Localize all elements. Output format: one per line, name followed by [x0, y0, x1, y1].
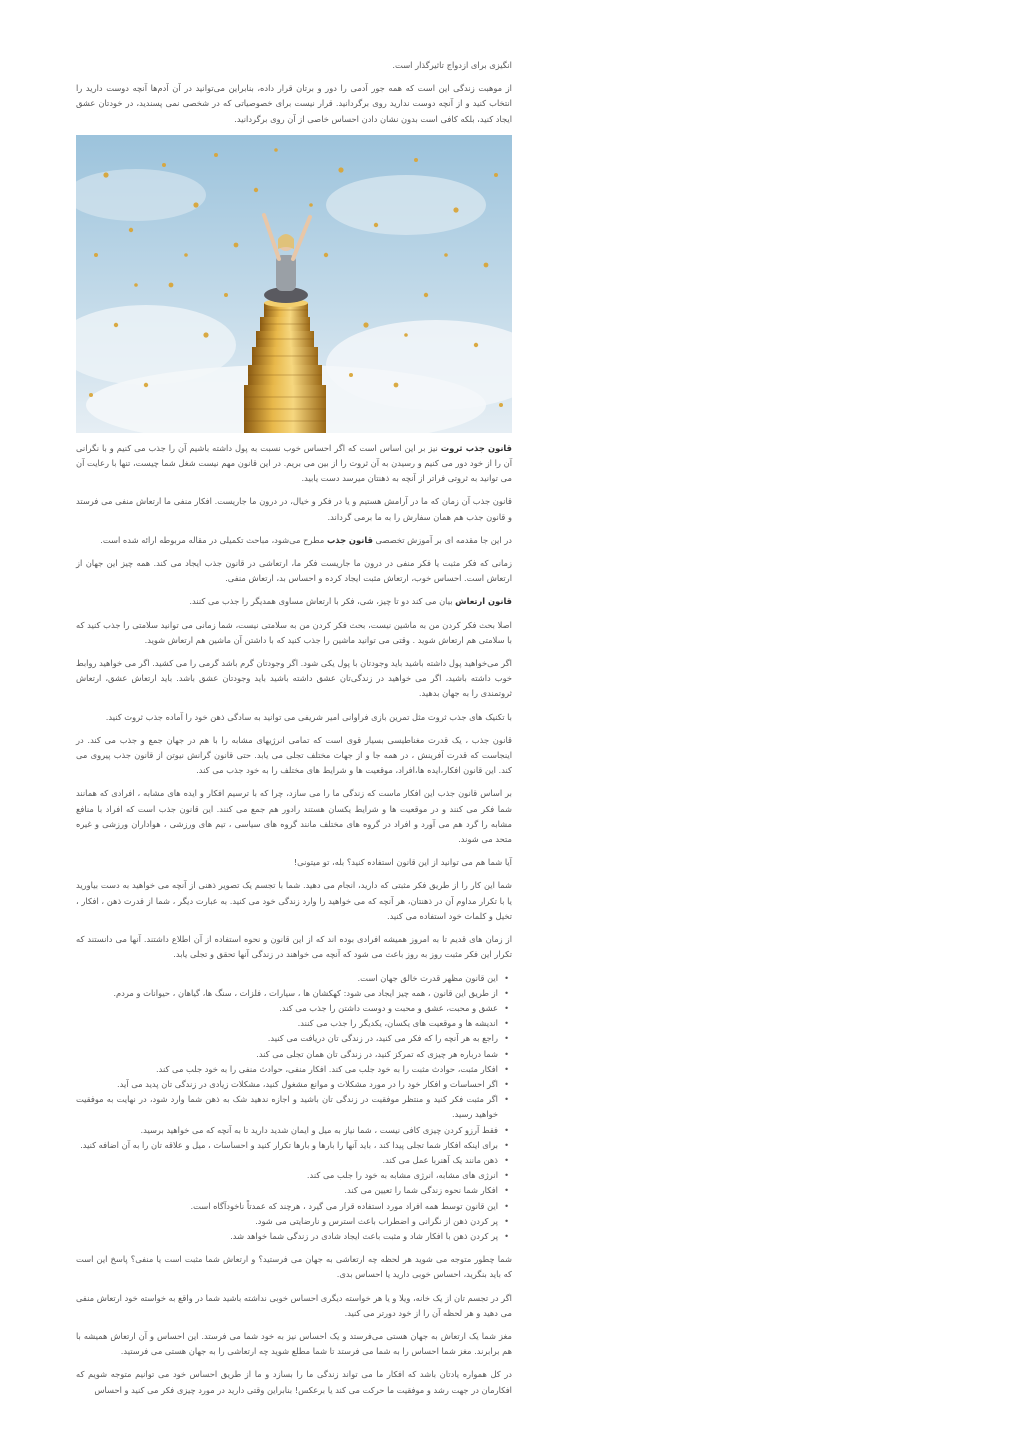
list-item: • فقط آرزو کردن چیزی کافی نیست ، شما نیاز به میل و ایمان شدید دارید تا به آنچه که می خواهید برسید.	[76, 1123, 498, 1138]
hero-image-woman-on-coin-stack	[76, 135, 512, 433]
paragraph-16: اگر در تجسم تان از یک خانه، ویلا و یا هر خواسته دیگری احساس خوبی نداشته باشید شما در واقع به خواسته خود ارتعاش منفی می دهید و هر لحظه آن را از خود دورتر می کنید.	[76, 1292, 512, 1318]
list-item: • برای اینکه افکار شما تجلی پیدا کند ، باید آنها را بارها و بارها تکرار کنید و احساسات ، میل و علاقه تان را به آن اضافه کنید.	[76, 1138, 498, 1153]
paragraph-law-of-vibration	[76, 594, 512, 609]
article	[76, 58, 512, 1406]
keyword-law-of-vibration[interactable]: قانون ارتعاش	[455, 596, 512, 607]
paragraph-4	[76, 533, 512, 548]
list-item: • شما درباره هر چیزی که تمرکز کنید، در زندگی تان همان تجلی می کند.	[76, 1047, 498, 1062]
paragraph-17: مغز شما یک ارتعاش به جهان هستی می‌فرستد و یک احساس نیز به خود شما می فرستد. این احساس و آن ارتعاش همیشه با هم برابرند. مغز شما احساس را به شما می فرستد تا شما مطلع شوید چه ارتعاشی را به جهان هستی می فرستید.	[76, 1330, 512, 1357]
list-item: • از طریق این قانون ، همه چیز ایجاد می شود: کهکشان ها ، سیارات ، فلزات ، سنگ ها، گیاهان ، حیوانات و مردم.	[76, 986, 498, 1001]
list-item: • این قانون توسط همه افراد مورد استفاده قرار می گیرد ، هرچند که عمدتاً ناخودآگاه است.	[76, 1199, 498, 1214]
intro-line: انگیزی برای ازدواج تاثیرگذار است.	[392, 60, 512, 70]
paragraph-law-of-vibration-text: بیان می کند دو تا چیز، شی، فکر با ارتعاش مساوی همدیگر را جذب می کنند.	[189, 596, 456, 607]
paragraph-18: در کل همواره یادتان باشد که افکار ما می تواند زندگی ما را بسازد و ما از طریق احساس خود می توانیم متوجه شویم که افکارمان در جهت رشد و موفقیت ما حرکت می کند یا برعکس! بنابراین وقتی دارید در مورد چیزی فکر می کنید و احساس	[76, 1369, 512, 1395]
keyword-law-of-attraction-link[interactable]: قانون جذب	[326, 534, 373, 545]
paragraph-4-start: در این جا مقدمه ای بر آموزش تخصصی	[372, 534, 512, 545]
bullet-list	[76, 971, 512, 1245]
list-item: • انرژی های مشابه، انرژی مشابه به خود را جلب می کند.	[76, 1168, 498, 1183]
list-item: • راجع به هر آنچه را که فکر می کنید، در زندگی تان دریافت می کنید.	[76, 1031, 498, 1046]
list-item: • عشق و محبت، عشق و محبت و دوست داشتن را جذب می کند.	[76, 1001, 498, 1016]
list-item: • اندیشه ها و موقعیت های یکسان، یکدیگر را جذب می کنند.	[76, 1016, 498, 1031]
paragraph-11: بر اساس قانون جذب این افکار ماست که زندگی ما را می سازد، چرا که با ترسیم افکار و ایده های مشابه ، افرادی که همانند شما فکر می کنند و در موقعیت ها و شرایط یکسان هستند رادور هم جمع می کنند. این قانون جذب است که افراد با منافع مشابه را گرد هم می آورد و افراد در گروه های مختلف مانند گروه های سیاسی ، تیم های ورزشی ، هواداران ورزشی و غیره متحد می شوند.	[76, 788, 512, 845]
hero-image-illustration	[76, 135, 512, 433]
list-item: • پر کردن ذهن با افکار شاد و مثبت باعث ایجاد شادی در زندگی شما خواهد شد.	[76, 1229, 498, 1244]
list-item: • پر کردن ذهن از نگرانی و اضطراب باعث استرس و نارضایتی می شود.	[76, 1214, 498, 1229]
paragraph-law-of-wealth	[76, 441, 512, 487]
paragraph-5: زمانی که فکر مثبت یا فکر منفی در درون ما جاریست فکر ما، ارتعاشی در قانون جذب ایجاد می کند. همه چیز این جهان از ارتعاش است. احساس خوب، ارتعاش مثبت ایجاد کرده و احساس بد، ارتعاش منفی.	[76, 558, 512, 584]
list-item: • ذهن مانند یک آهنربا عمل می کند.	[76, 1153, 498, 1168]
list-item: • افکار مثبت، حوادث مثبت را به خود جلب می کند. افکار منفی، حوادث منفی را به خود جلب می کند.	[76, 1062, 498, 1077]
list-item: • اگر مثبت فکر کنید و منتظر موفقیت در زندگی تان باشید و اجازه ندهید شک به ذهن شما وارد شود، در نهایت به موفقیت خواهید رسید.	[76, 1092, 498, 1122]
paragraph-13: شما این کار را از طریق فکر مثبتی که دارید، انجام می دهید. شما با تجسم یک تصویر ذهنی از آنچه می خواهید به دست بیاورید یا با تکرار مداوم آن در ذهنتان، هر آنچه که می خواهید را وارد زندگی خود می کنید. به عبارت دیگر ، شما از قدرت ذهن ، افکار ، تخیل و کلمات خود استفاده می کنید.	[76, 880, 512, 921]
paragraph-12: آیا شما هم می توانید از این قانون استفاده کنید؟ بله، تو میتونی!	[293, 857, 512, 868]
list-item: • افکار شما نحوه زندگی شما را تعیین می کند.	[76, 1183, 498, 1198]
list-item: • این قانون مظهر قدرت خالق جهان است.	[76, 971, 498, 986]
keyword-law-of-wealth[interactable]: قانون جذب ثروت	[440, 442, 512, 453]
paragraph-8: اگر می‌خواهید پول داشته باشید باید وجودتان با پول یکی شود. اگر وجودتان گرم باشد گرمی را می کشید. اگر می خواهید روابط خوب داشته باشید، اگر می خواهید در زندگی‌تان عشق داشته باشید باید وجودتان عشق باشد. باید ارتعاش عشق، ارتعاش ثروتمندی را به جهان بدهید.	[76, 658, 512, 699]
paragraph-10: قانون جذب ، یک قدرت مغناطیسی بسیار قوی است که تمامی انرژیهای مشابه را با هم در جهان جمع و جذب می کند. در اینجاست که قدرت آفرینش ، در همه جا و از جهات مختلف تجلی می یابد. حتی قانون گرانش نیوتن از قانون جذب پیروی می کند. این قانون افکار،ایده ها،افراد، موقعیت ها و شرایط های مختلف را به خود جذب می کند.	[76, 734, 512, 776]
list-item: • اگر احساسات و افکار خود را در مورد مشکلات و موانع مشغول کنید، مشکلات زیادی در زندگی تان پدید می آید.	[76, 1077, 498, 1092]
paragraph-9: با تکنیک های جذب ثروت مثل تمرین بازی فراوانی امیر شریفی می توانید به سادگی ذهن خود را آماده جذب ثروت کنید.	[105, 711, 512, 722]
paragraph-7: اصلا بحث فکر کردن من به ماشین نیست، بحث فکر کردن من به سلامتی نیست، شما زمانی می توانید سلامتی را جذب کنید که با سلامتی هم ارتعاش شوید . وقتی می توانید ماشین را جذب کنید که با داشتن آن ماشین هم ارتعاش شوید.	[76, 619, 512, 645]
paragraph-law-of-wealth-text: نیز بر این اساس است که اگر احساس خوب نسبت به پول داشته باشیم آن را جذب می کنیم و با نگرانی آن را از خود دور می کنیم و رسیدن به آن ثروت را از بین می بریم. در این قانون مهم نیست شغل شما چیست، تنها با رعایت آن می توانید به ثروتی فراتر از آنچه به ذهنتان میرسد دست یابید.	[76, 442, 512, 484]
paragraph-4-end: مطرح می‌شود، مباحث تکمیلی در مقاله مربوطه ارائه شده است.	[100, 534, 327, 545]
paragraph-3: قانون جذب آن زمان که ما در آرامش هستیم و یا در فکر و خیال، در درون ما جاریست. افکار منفی ما ارتعاش منفی می فرستد و قانون جذب هم همان سفارش را به ما برمی گرداند.	[76, 496, 512, 522]
paragraph-14: از زمان های قدیم تا به امروز همیشه افرادی بوده اند که از این قانون و نحوه استفاده از آن اطلاع داشتند. آنها می دانستند که تکرار این فکر مثبت روز به روز باعث می شود که آنچه می خواهند در زندگی آنها تحقق و تجلی یابد.	[76, 934, 512, 960]
paragraph-15: شما چطور متوجه می شوید هر لحظه چه ارتعاشی به جهان می فرستید؟ و ارتعاش شما مثبت است یا منفی؟ پاسخ این است که باید بنگرید، احساس خوبی دارید یا احساس بدی.	[76, 1254, 512, 1280]
paragraph-1: از موهبت زندگی این است که همه جور آدمی را دور و برتان قرار داده، بنابراین می‌توانید در آن آدم‌ها آنچه دوست دارید را انتخاب کنید و از آنچه دوست ندارید روی برگردانید. قرار نیست برای خصوصیاتی که در شخصی نمی پسندید، در خودتان عشق ایجاد کنید، بلکه کافی است بدون نشان دادن احساس خاصی از آن روی برگردانید.	[76, 83, 512, 124]
